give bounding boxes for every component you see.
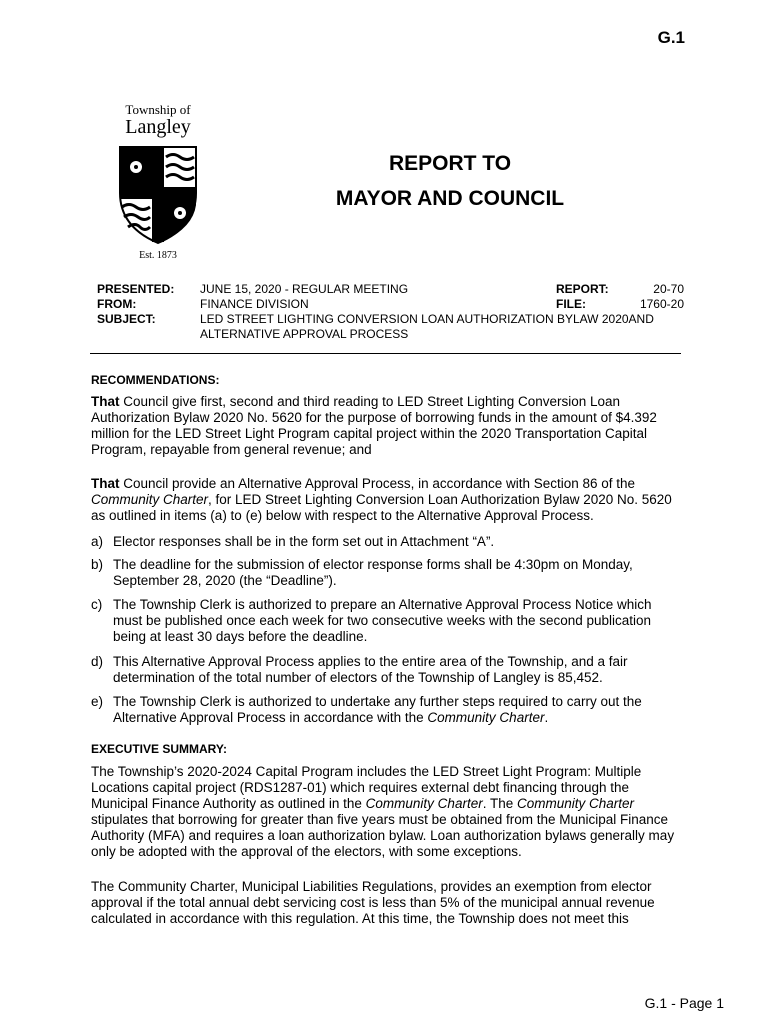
presented-value: JUNE 15, 2020 - REGULAR MEETING [200,282,409,296]
list-item-text: The Township Clerk is authorized to prepare an Alternative Approval Process Notice which must be published once each week for two consecutive weeks with the second publication being at least 30 days before the deadline. [113,597,652,644]
recommendation-2-body-a: Council provide an Alternative Approval Process, in accordance with Section 86 of the [119,476,636,491]
list-item [91,534,676,550]
list-item-end: . [544,710,549,725]
subject-value-line1: LED STREET LIGHTING CONVERSION LOAN AUTHORIZATION BYLAW 2020AND [200,312,654,326]
recommendation-1-lead: That [91,394,120,409]
from-label: FROM: [97,297,137,311]
page-footer: G.1 - Page 1 [644,995,724,1011]
crest-shield-icon [118,145,198,245]
file-label: FILE: [556,297,586,311]
summary-p1-c: stipulates that borrowing for greater than five years must be obtained from the Municipal Finance Authority (MFA) and requires a loan authorization bylaw. Loan authorization bylaws generally may only be adopted with the approval of the electors, with some exceptions. [91,812,675,859]
list-item-text [113,694,676,726]
summary-p1-a: The Township’s 2020-2024 Capital Program includes the LED Street Light Program: Multiple Locations capital project (RDS1287-01) which requires external debt financing through the Municipal Finance Authority as outlined in the [91,764,642,811]
list-item-italic: Community Charter [427,710,545,725]
list-item-label: b) [91,557,104,572]
logo-est: Est. 1873 [139,250,177,261]
subject-label: SUBJECT: [97,312,156,326]
list-item-text: Elector responses shall be in the form set out in Attachment “A”. [113,534,495,549]
summary-p1-italic-2: Community Charter [516,796,635,811]
recommendation-1 [91,394,676,458]
list-item [91,694,676,726]
list-item [91,557,676,589]
recommendation-2-lead: That [91,476,120,491]
report-title-line1: REPORT TO [388,152,512,175]
subject-value-line2: ALTERNATIVE APPROVAL PROCESS [200,327,409,341]
from-value: FINANCE DIVISION [200,297,309,311]
list-item-label: d) [91,654,104,669]
recommendations-heading: RECOMMENDATIONS: [91,373,220,387]
list-item-label: e) [91,694,104,709]
recommendation-2-italic: Community Charter [91,492,209,507]
recommendation-2 [91,476,676,524]
executive-summary-paragraph-1 [91,764,676,860]
summary-p1-italic-1: Community Charter [365,796,483,811]
list-item [91,654,676,686]
recommendation-1-body: Council give first, second and third reading to LED Street Lighting Conversion Loan Authorization Bylaw 2020 No. 5620 for the purpose of borrowing funds in the amount of $4.392 million for the LED Street Light Program capital project within the 2020 Transportation Capital Program, repayable from general revenue; and [91,394,657,457]
presented-label: PRESENTED: [97,282,175,296]
recommendation-2-body-b: , for LED Street Lighting Conversion Loan Authorization Bylaw 2020 No. 5620 as outlined in items (a) to (e) below with respect to the Alternative Approval Process. [91,492,672,523]
township-logo [108,100,208,265]
summary-p1-b: . The [482,796,517,811]
header-divider [90,353,681,354]
file-value: 1760-20 [639,297,684,311]
page-identifier: G.1 [657,28,685,47]
list-item-label: a) [91,534,104,549]
list-item-text: This Alternative Approval Process applies to the entire area of the Township, and a fair determination of the total number of electors of the Township of Langley is 85,452. [113,654,628,685]
report-value: 20-70 [653,282,684,296]
list-item-label: c) [91,597,103,612]
executive-summary-paragraph-2: The Community Charter, Municipal Liabilities Regulations, provides an exemption from elector approval if the total annual debt servicing cost is less than 5% of the municipal annual revenue calculated in accordance with this regulation. At this time, the Township does not meet this [91,879,655,926]
logo-line2: Langley [125,116,191,138]
executive-summary-heading: EXECUTIVE SUMMARY: [91,742,228,756]
report-title-line2: MAYOR AND COUNCIL [335,187,565,210]
list-item-text: The deadline for the submission of elector response forms shall be 4:30pm on Monday, September 28, 2020 (the “Deadline”). [113,557,633,588]
logo-line1: Township of [125,102,191,117]
report-label: REPORT: [556,282,609,296]
list-item [91,597,676,645]
list-item-text-body: The Township Clerk is authorized to undertake any further steps required to carry out the Alternative Approval Process in accordance with the [113,694,642,725]
